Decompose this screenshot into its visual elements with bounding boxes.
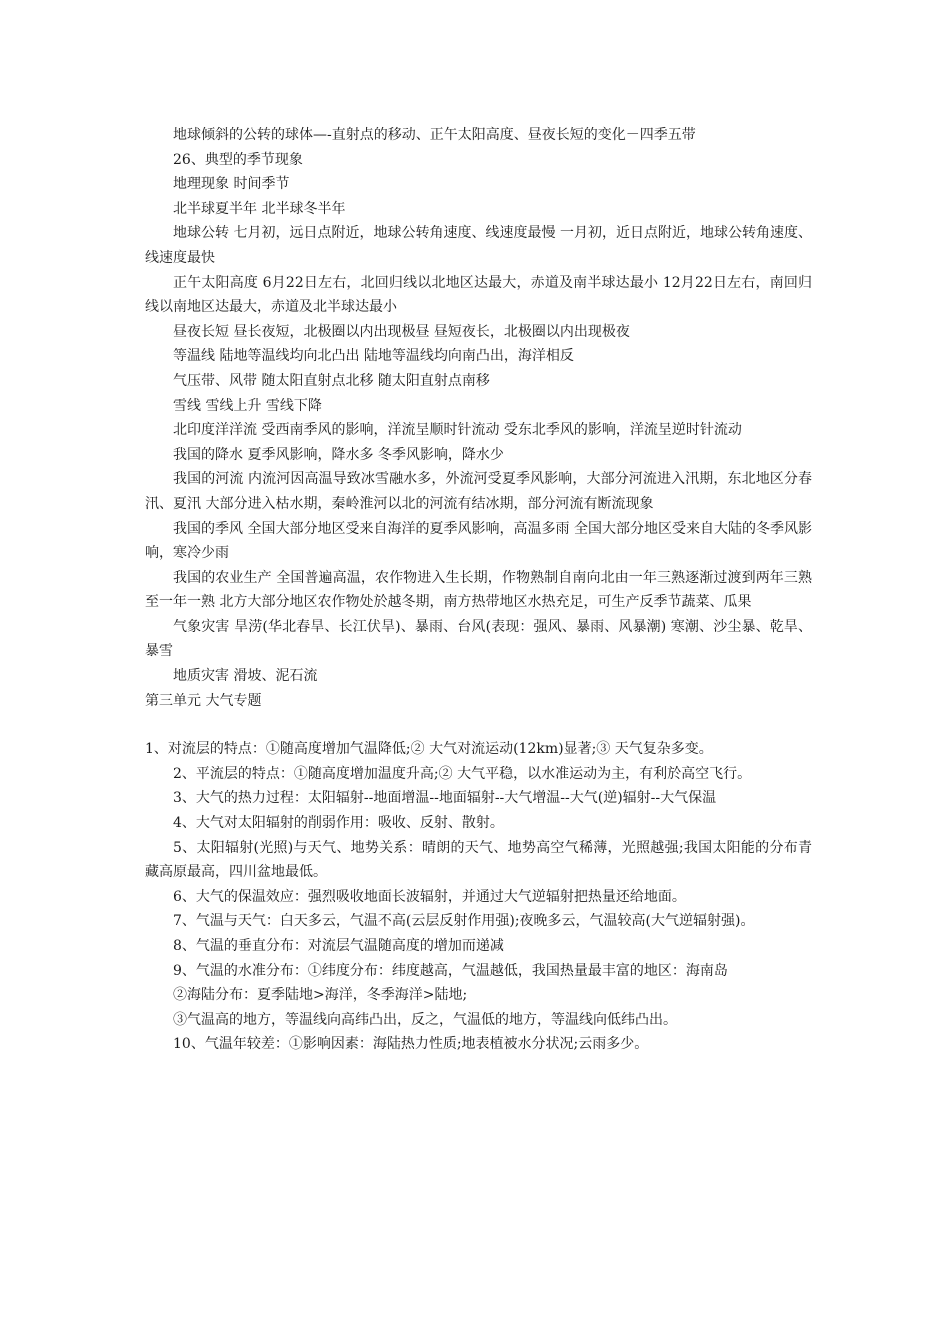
paragraph: 气象灾害 旱涝(华北春旱、长江伏旱)、暴雨、台风(表现：强风、暴雨、风暴潮) 寒潮、沙尘暴、乾旱、暴雪: [145, 618, 812, 660]
paragraph: 北印度洋洋流 受西南季风的影响，洋流呈顺时针流动 受东北季风的影响，洋流呈逆时针流动: [173, 422, 742, 439]
paragraph: 地球公转 七月初，远日点附近，地球公转角速度、线速度最慢 一月初，近日点附近，地球公转角速度、线速度最快: [145, 225, 812, 266]
paragraph: 地质灾害 滑坡、泥石流: [173, 668, 318, 685]
paragraph: 26、典型的季节现象: [173, 151, 303, 168]
document-body: [145, 123, 812, 1057]
unit-title: 第三单元 大气专题: [145, 692, 262, 709]
paragraph: 9、气温的水准分布：①纬度分布：纬度越高，气温越低，我国热量最丰富的地区：海南岛: [173, 962, 728, 979]
paragraph: ③气温高的地方，等温线向高纬凸出，反之，气温低的地方，等温线向低纬凸出。: [173, 1011, 677, 1028]
paragraph: 我国的季风 全国大部分地区受来自海洋的夏季风影响，高温多雨 全国大部分地区受来自大陆的冬季风影响，寒冷少雨: [145, 520, 812, 562]
paragraph: 等温线 陆地等温线均向北凸出 陆地等温线均向南凸出，海洋相反: [173, 348, 574, 365]
paragraph: 我国的农业生产 全国普遍高温，农作物进入生长期，作物熟制自南向北由一年三熟逐渐过渡到两年三熟至一年一熟 北方大部分地区农作物处於越冬期，南方热带地区水热充足，可生产反季节蔬菜、瓜果: [145, 569, 812, 611]
paragraph: 气压带、风带 随太阳直射点北移 随太阳直射点南移: [173, 372, 490, 389]
paragraph: 3、大气的热力过程：太阳辐射--地面增温--地面辐射--大气增温--大气(逆)辐射--大气保温: [173, 790, 717, 807]
paragraph: 正午太阳高度 6月22日左右，北回归线以北地区达最大，赤道及南半球达最小 12月22日左右，南回归线以南地区达最大，赤道及北半球达最小: [145, 274, 812, 316]
paragraph: 昼夜长短 昼长夜短，北极圈以内出现极昼 昼短夜长，北极圈以内出现极夜: [173, 323, 630, 340]
blank-line: [145, 713, 812, 737]
paragraph: 地球倾斜的公转的球体—-直射点的移动、正午太阳高度、昼夜长短的变化－四季五带: [173, 127, 696, 143]
paragraph: 8、气温的垂直分布：对流层气温随高度的增加而递减: [173, 938, 504, 954]
paragraph: 我国的降水 夏季风影响，降水多 冬季风影响，降水少: [173, 446, 504, 463]
paragraph: 地理现象 时间季节: [173, 176, 290, 193]
paragraph: 6、大气的保温效应：强烈吸收地面长波辐射，并通过大气逆辐射把热量还给地面。: [173, 888, 686, 905]
paragraph: 雪线 雪线上升 雪线下降: [173, 397, 322, 414]
paragraph: 1、对流层的特点：①随高度增加气温降低;② 大气对流运动(12km)显著;③ 天气复杂多变。: [145, 741, 713, 758]
paragraph: 7、气温与天气：白天多云，气温不高(云层反射作用强);夜晚多云，气温较高(大气逆辐射强)。: [173, 913, 755, 930]
paragraph: 10、气温年较差：①影响因素：海陆热力性质;地表植被水分状况;云雨多少。: [173, 1036, 649, 1053]
paragraph: 我国的河流 内流河因高温导致冰雪融水多，外流河受夏季风影响，大部分河流进入汛期，东北地区分春汛、夏汛 大部分进入枯水期，秦岭淮河以北的河流有结冰期，部分河流有断流现象: [145, 471, 812, 512]
paragraph: 2、平流层的特点：①随高度增加温度升高;② 大气平稳，以水准运动为主，有利於高空飞行。: [173, 765, 752, 782]
paragraph: 5、太阳辐射(光照)与天气、地势关系：晴朗的天气、地势高空气稀薄，光照越强;我国太阳能的分布青藏高原最高，四川盆地最低。: [145, 839, 812, 881]
paragraph: 4、大气对太阳辐射的削弱作用：吸收、反射、散射。: [173, 815, 504, 832]
paragraph: ②海陆分布：夏季陆地>海洋，冬季海洋>陆地;: [173, 987, 468, 1004]
paragraph: 北半球夏半年 北半球冬半年: [173, 200, 346, 217]
